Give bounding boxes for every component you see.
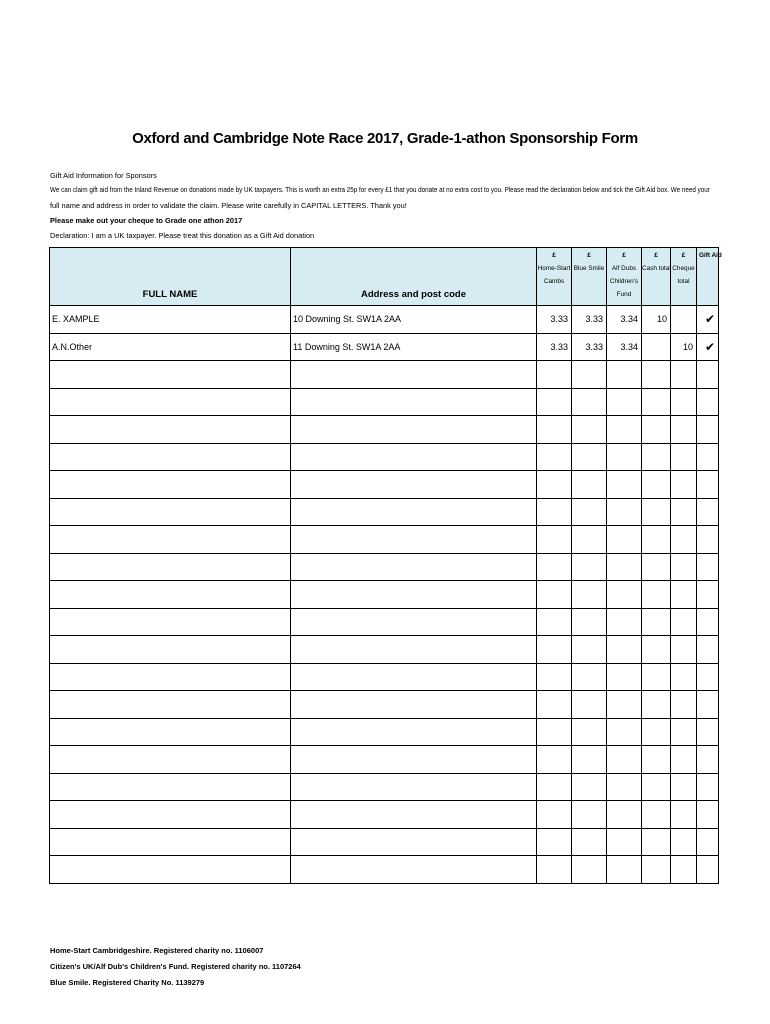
name-cell[interactable] <box>50 388 291 416</box>
cheque-total-cell[interactable] <box>671 581 697 609</box>
blue-smile-cell[interactable] <box>572 663 607 691</box>
blue-smile-cell[interactable] <box>572 856 607 884</box>
table-row <box>50 746 719 774</box>
address-cell[interactable] <box>291 471 537 499</box>
blue-smile-cell[interactable] <box>572 416 607 444</box>
home-start-cell[interactable]: 3.33 <box>537 333 572 361</box>
home-start-cell[interactable] <box>537 801 572 829</box>
charity-note-blue-smile: Blue Smile. Registered Charity No. 1139279 <box>50 978 205 987</box>
declaration-text: Declaration: I am a UK taxpayer. Please treat this donation as a Gift Aid donation <box>50 231 315 240</box>
alf-dubs-cell[interactable]: 3.34 <box>607 333 642 361</box>
alf-dubs-cell[interactable] <box>607 801 642 829</box>
alf-dubs-cell[interactable] <box>607 663 642 691</box>
blue-smile-cell[interactable] <box>572 746 607 774</box>
cheque-total-cell[interactable] <box>671 636 697 664</box>
home-start-cell[interactable] <box>537 856 572 884</box>
alf-dubs-cell[interactable] <box>607 498 642 526</box>
sponsorship-table <box>49 247 722 884</box>
cheque-total-cell[interactable] <box>671 691 697 719</box>
alf-dubs-cell[interactable] <box>607 388 642 416</box>
alf-dubs-cell[interactable] <box>607 856 642 884</box>
blue-smile-cell[interactable] <box>572 801 607 829</box>
home-start-cell[interactable] <box>537 663 572 691</box>
cheque-total-cell[interactable] <box>671 388 697 416</box>
cheque-total-cell[interactable] <box>671 526 697 554</box>
table-row <box>50 856 719 884</box>
address-cell[interactable] <box>291 443 537 471</box>
header-alf-dubs: £ Alf Dubs Children's Fund <box>607 248 642 306</box>
alf-dubs-cell[interactable] <box>607 416 642 444</box>
cash-total-cell[interactable] <box>642 443 671 471</box>
gift-aid-cell[interactable] <box>697 636 719 664</box>
name-cell[interactable] <box>50 773 291 801</box>
address-cell[interactable] <box>291 361 537 389</box>
gift-aid-cell[interactable] <box>697 663 719 691</box>
cash-total-cell[interactable] <box>642 471 671 499</box>
cheque-total-cell[interactable] <box>671 498 697 526</box>
cash-total-cell[interactable] <box>642 801 671 829</box>
gift-aid-cell[interactable] <box>697 553 719 581</box>
address-cell[interactable]: 10 Downing St. SW1A 2AA <box>291 306 537 334</box>
blue-smile-cell[interactable] <box>572 498 607 526</box>
cash-total-cell[interactable] <box>642 663 671 691</box>
blue-smile-cell[interactable]: 3.33 <box>572 306 607 334</box>
name-cell[interactable] <box>50 746 291 774</box>
gift-aid-cell[interactable] <box>697 416 719 444</box>
name-cell[interactable]: A.N.Other <box>50 333 291 361</box>
cash-total-cell[interactable] <box>642 498 671 526</box>
cash-total-cell[interactable] <box>642 526 671 554</box>
address-cell[interactable] <box>291 416 537 444</box>
table-row <box>50 636 719 664</box>
blue-smile-cell[interactable] <box>572 636 607 664</box>
home-start-cell[interactable] <box>537 581 572 609</box>
name-cell[interactable] <box>50 718 291 746</box>
alf-dubs-cell[interactable] <box>607 581 642 609</box>
gift-aid-info-heading: Gift Aid Information for Sponsors <box>50 171 157 180</box>
charity-note-home-start: Home-Start Cambridgeshire. Registered charity no. 1106007 <box>50 946 264 955</box>
name-cell[interactable] <box>50 553 291 581</box>
blue-smile-cell[interactable] <box>572 828 607 856</box>
home-start-cell[interactable] <box>537 718 572 746</box>
address-cell[interactable] <box>291 526 537 554</box>
alf-dubs-cell[interactable] <box>607 718 642 746</box>
name-cell[interactable] <box>50 526 291 554</box>
home-start-cell[interactable] <box>537 828 572 856</box>
cash-total-cell[interactable] <box>642 828 671 856</box>
cash-total-cell[interactable] <box>642 553 671 581</box>
table-row <box>50 553 719 581</box>
home-start-cell[interactable] <box>537 388 572 416</box>
charity-note-alf-dubs: Citizen's UK/Alf Dub's Children's Fund. Registered charity no. 1107264 <box>50 962 301 971</box>
address-cell[interactable] <box>291 746 537 774</box>
gift-aid-info-text-2: full name and address in order to validate the claim. Please write carefully in CAPITAL LETTERS. Thank you! <box>50 201 407 210</box>
header-cash-total: £ Cash total <box>642 248 671 306</box>
alf-dubs-cell[interactable] <box>607 773 642 801</box>
cheque-total-cell[interactable] <box>671 746 697 774</box>
table-row <box>50 691 719 719</box>
name-cell[interactable] <box>50 443 291 471</box>
alf-dubs-cell[interactable] <box>607 636 642 664</box>
cheque-total-cell[interactable] <box>671 663 697 691</box>
gift-aid-cell[interactable] <box>697 746 719 774</box>
cash-total-cell[interactable] <box>642 388 671 416</box>
header-address: Address and post code <box>291 248 537 306</box>
cash-total-cell[interactable] <box>642 361 671 389</box>
name-cell[interactable] <box>50 663 291 691</box>
blue-smile-cell[interactable] <box>572 443 607 471</box>
cash-total-cell[interactable] <box>642 718 671 746</box>
address-cell[interactable] <box>291 388 537 416</box>
table-row <box>50 526 719 554</box>
header-gift-aid: Gift Aid <box>697 248 719 306</box>
header-blue-smile: £ Blue Smile <box>572 248 607 306</box>
alf-dubs-cell[interactable]: 3.34 <box>607 306 642 334</box>
gift-aid-cell[interactable] <box>697 801 719 829</box>
home-start-cell[interactable] <box>537 608 572 636</box>
home-start-cell[interactable] <box>537 553 572 581</box>
gift-aid-cell[interactable] <box>697 388 719 416</box>
gift-aid-cell[interactable] <box>697 498 719 526</box>
address-cell[interactable]: 11 Downing St. SW1A 2AA <box>291 333 537 361</box>
cheque-total-cell[interactable] <box>671 718 697 746</box>
alf-dubs-cell[interactable] <box>607 471 642 499</box>
gift-aid-info-text-1: We can claim gift aid from the Inland Revenue on donations made by UK taxpayers. This is worth an extra 25p for every £1 that you donate at no extra cost to you. Please read the declaration below and tick the Gift Aid box. We need your <box>50 185 710 194</box>
cheque-total-cell[interactable]: 10 <box>671 333 697 361</box>
table-row <box>50 416 719 444</box>
address-cell[interactable] <box>291 773 537 801</box>
blue-smile-cell[interactable] <box>572 553 607 581</box>
name-cell[interactable] <box>50 471 291 499</box>
table-row <box>50 471 719 499</box>
alf-dubs-cell[interactable] <box>607 746 642 774</box>
gift-aid-cell[interactable] <box>697 608 719 636</box>
gift-aid-cell[interactable] <box>697 471 719 499</box>
cheque-total-cell[interactable] <box>671 361 697 389</box>
table-row <box>50 773 719 801</box>
table-row <box>50 663 719 691</box>
blue-smile-cell[interactable] <box>572 581 607 609</box>
address-cell[interactable] <box>291 581 537 609</box>
table-row <box>50 306 719 334</box>
gift-aid-cell[interactable] <box>697 581 719 609</box>
header-full-name: FULL NAME <box>50 248 291 306</box>
address-cell[interactable] <box>291 801 537 829</box>
cheque-total-cell[interactable] <box>671 828 697 856</box>
cash-total-cell[interactable] <box>642 856 671 884</box>
cheque-total-cell[interactable] <box>671 608 697 636</box>
home-start-cell[interactable] <box>537 471 572 499</box>
blue-smile-cell[interactable] <box>572 608 607 636</box>
address-cell[interactable] <box>291 498 537 526</box>
alf-dubs-cell[interactable] <box>607 526 642 554</box>
home-start-cell[interactable] <box>537 443 572 471</box>
gift-aid-cell[interactable]: ✔ <box>697 333 719 361</box>
cheque-total-cell[interactable] <box>671 773 697 801</box>
home-start-cell[interactable] <box>537 636 572 664</box>
gift-aid-cell[interactable] <box>697 828 719 856</box>
address-cell[interactable] <box>291 663 537 691</box>
blue-smile-cell[interactable] <box>572 388 607 416</box>
name-cell[interactable] <box>50 856 291 884</box>
cheque-total-cell[interactable] <box>671 856 697 884</box>
address-cell[interactable] <box>291 856 537 884</box>
cheque-total-cell[interactable] <box>671 801 697 829</box>
cash-total-cell[interactable]: 10 <box>642 306 671 334</box>
blue-smile-cell[interactable]: 3.33 <box>572 333 607 361</box>
alf-dubs-cell[interactable] <box>607 361 642 389</box>
table-row <box>50 581 719 609</box>
address-cell[interactable] <box>291 828 537 856</box>
address-cell[interactable] <box>291 636 537 664</box>
gift-aid-cell[interactable] <box>697 526 719 554</box>
header-home-start: £ Home-Start Cambs <box>537 248 572 306</box>
gift-aid-cell[interactable] <box>697 443 719 471</box>
blue-smile-cell[interactable] <box>572 361 607 389</box>
cash-total-cell[interactable] <box>642 416 671 444</box>
table-row <box>50 498 719 526</box>
table-row <box>50 718 719 746</box>
alf-dubs-cell[interactable] <box>607 443 642 471</box>
blue-smile-cell[interactable] <box>572 471 607 499</box>
cash-total-cell[interactable] <box>642 581 671 609</box>
address-cell[interactable] <box>291 718 537 746</box>
alf-dubs-cell[interactable] <box>607 691 642 719</box>
gift-aid-cell[interactable] <box>697 773 719 801</box>
alf-dubs-cell[interactable] <box>607 553 642 581</box>
home-start-cell[interactable] <box>537 361 572 389</box>
alf-dubs-cell[interactable] <box>607 608 642 636</box>
blue-smile-cell[interactable] <box>572 526 607 554</box>
name-cell[interactable] <box>50 801 291 829</box>
cheque-instruction: Please make out your cheque to Grade one athon 2017 <box>50 216 243 225</box>
table-row <box>50 828 719 856</box>
gift-aid-cell[interactable]: ✔ <box>697 306 719 334</box>
table-header-row <box>50 248 719 306</box>
home-start-cell[interactable] <box>537 498 572 526</box>
home-start-cell[interactable] <box>537 416 572 444</box>
name-cell[interactable] <box>50 416 291 444</box>
header-cheque-total: £ Cheque total <box>671 248 697 306</box>
table-row <box>50 443 719 471</box>
cash-total-cell[interactable] <box>642 746 671 774</box>
name-cell[interactable]: E. XAMPLE <box>50 306 291 334</box>
gift-aid-cell[interactable] <box>697 718 719 746</box>
cash-total-cell[interactable] <box>642 691 671 719</box>
table-row <box>50 388 719 416</box>
home-start-cell[interactable] <box>537 526 572 554</box>
alf-dubs-cell[interactable] <box>607 828 642 856</box>
blue-smile-cell[interactable] <box>572 773 607 801</box>
name-cell[interactable] <box>50 498 291 526</box>
name-cell[interactable] <box>50 581 291 609</box>
name-cell[interactable] <box>50 608 291 636</box>
form-title: Oxford and Cambridge Note Race 2017, Grade-1-athon Sponsorship Form <box>132 130 638 147</box>
cash-total-cell[interactable] <box>642 636 671 664</box>
home-start-cell[interactable] <box>537 746 572 774</box>
cash-total-cell[interactable] <box>642 608 671 636</box>
home-start-cell[interactable] <box>537 773 572 801</box>
cheque-total-cell[interactable] <box>671 306 697 334</box>
table-row <box>50 361 719 389</box>
name-cell[interactable] <box>50 636 291 664</box>
name-cell[interactable] <box>50 361 291 389</box>
address-cell[interactable] <box>291 608 537 636</box>
cheque-total-cell[interactable] <box>671 416 697 444</box>
blue-smile-cell[interactable] <box>572 718 607 746</box>
table-row <box>50 333 719 361</box>
blue-smile-cell[interactable] <box>572 691 607 719</box>
cheque-total-cell[interactable] <box>671 443 697 471</box>
table-row <box>50 801 719 829</box>
cheque-total-cell[interactable] <box>671 553 697 581</box>
address-cell[interactable] <box>291 691 537 719</box>
cash-total-cell[interactable] <box>642 333 671 361</box>
cash-total-cell[interactable] <box>642 773 671 801</box>
table-row <box>50 608 719 636</box>
gift-aid-cell[interactable] <box>697 691 719 719</box>
name-cell[interactable] <box>50 828 291 856</box>
gift-aid-cell[interactable] <box>697 856 719 884</box>
cheque-total-cell[interactable] <box>671 471 697 499</box>
home-start-cell[interactable] <box>537 691 572 719</box>
home-start-cell[interactable]: 3.33 <box>537 306 572 334</box>
address-cell[interactable] <box>291 553 537 581</box>
gift-aid-cell[interactable] <box>697 361 719 389</box>
name-cell[interactable] <box>50 691 291 719</box>
